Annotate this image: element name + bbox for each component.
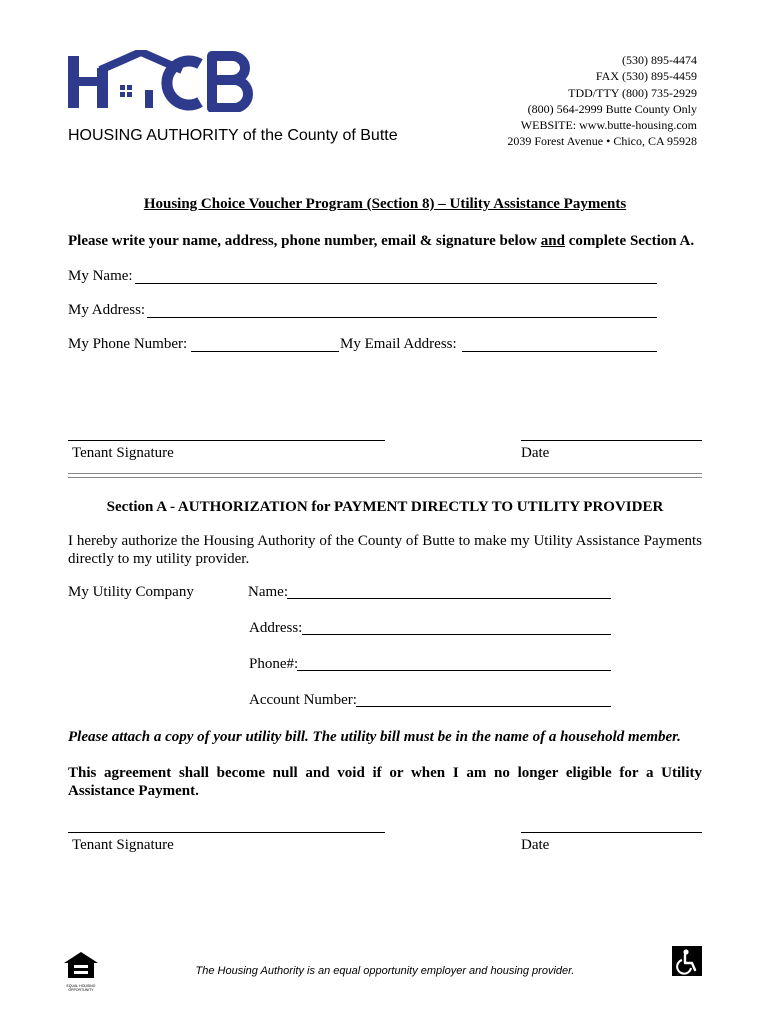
email-field[interactable] xyxy=(462,351,657,352)
email-label: My Email Address: xyxy=(340,336,457,352)
section-a-heading: Section A - AUTHORIZATION for PAYMENT DIRECTLY TO UTILITY PROVIDER xyxy=(106,499,664,515)
address-label: My Address: xyxy=(68,302,146,318)
org-name: HOUSING AUTHORITY of the County of Butte xyxy=(68,127,398,144)
address-field[interactable] xyxy=(147,317,657,318)
instruction-post: complete Section A. xyxy=(564,233,695,249)
phone-label: My Phone Number: xyxy=(68,336,188,352)
utility-address-label: Address: xyxy=(249,620,303,636)
utility-phone-label: Phone#: xyxy=(249,656,299,672)
agreement-note: This agreement shall become null and void if or when I am no longer eligible for a Utility Assistance Payment. xyxy=(68,765,702,799)
phone-field[interactable] xyxy=(191,351,339,352)
instruction-pre: Please write your name, address, phone number, email & signature below xyxy=(68,233,541,249)
instruction-emph: and xyxy=(540,233,565,249)
tdd-tty: TDD/TTY (800) 735-2929 xyxy=(568,85,697,100)
utility-name-label: Name: xyxy=(248,584,288,600)
account-number-label: Account Number: xyxy=(249,692,357,708)
signature-label-2: Tenant Signature xyxy=(72,837,174,853)
date-line-2[interactable] xyxy=(521,832,702,833)
contact-block xyxy=(507,52,697,150)
accessibility-icon xyxy=(672,946,702,976)
street-address: 2039 Forest Avenue • Chico, CA 95928 xyxy=(507,134,697,149)
name-label: My Name: xyxy=(68,268,133,284)
authorization-text: I hereby authorize the Housing Authority of the County of Butte to make my Utility Assistance Payments directly to my utility provider. xyxy=(68,533,702,567)
section-divider xyxy=(68,473,702,478)
footer-text: The Housing Authority is an equal opportunity employer and housing provider. xyxy=(195,965,575,977)
attach-note: Please attach a copy of your utility bill. The utility bill must be in the name of a household member. xyxy=(68,729,681,745)
fax: FAX (530) 895-4459 xyxy=(595,69,697,84)
website: WEBSITE: www.butte-housing.com xyxy=(520,118,697,133)
date-label-2: Date xyxy=(521,837,550,853)
form-title: Housing Choice Voucher Program (Section 8) – Utility Assistance Payments xyxy=(143,196,627,212)
account-number-field[interactable] xyxy=(356,706,611,707)
utility-phone-field[interactable] xyxy=(297,670,611,671)
signature-line-2[interactable] xyxy=(68,832,385,833)
utility-company-label: My Utility Company xyxy=(68,584,194,600)
utility-address-field[interactable] xyxy=(302,634,611,635)
date-label-1: Date xyxy=(521,445,550,461)
signature-line-1[interactable] xyxy=(68,440,385,441)
name-field[interactable] xyxy=(135,283,657,284)
phone-main: (530) 895-4474 xyxy=(622,53,697,67)
phone-county: (800) 564-2999 Butte County Only xyxy=(527,101,697,116)
house-roof-icon xyxy=(66,50,256,112)
signature-label-1: Tenant Signature xyxy=(72,445,174,461)
hacb-logo xyxy=(66,50,256,112)
date-line-1[interactable] xyxy=(521,440,702,441)
instruction xyxy=(68,232,694,250)
utility-name-field[interactable] xyxy=(287,598,611,599)
eho-label: EQUAL HOUSING OPPORTUNITY xyxy=(66,984,96,992)
